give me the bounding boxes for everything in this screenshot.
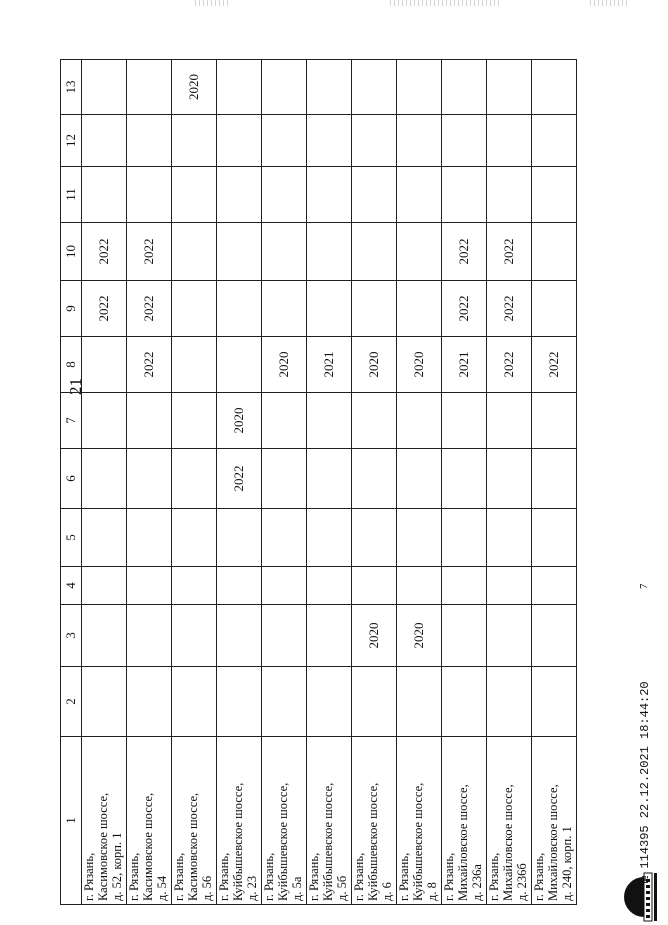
table-row: [127, 60, 172, 905]
column-header: 10: [61, 223, 82, 281]
year-cell: [127, 449, 172, 509]
year-cell: [352, 167, 397, 223]
address-line: г. Рязань,: [127, 852, 141, 901]
year-cell: [307, 667, 352, 737]
column-header: 5: [61, 509, 82, 567]
year-cell: 2022: [487, 337, 532, 393]
year-cell: 2022: [442, 281, 487, 337]
column-header: 11: [61, 167, 82, 223]
year-cell: [127, 115, 172, 167]
year-cell: [307, 567, 352, 605]
address-line: г. Рязань,: [487, 852, 501, 901]
year-cell: [307, 167, 352, 223]
year-cell: [82, 605, 127, 667]
year-cell: [262, 667, 307, 737]
year-cell: 2020: [397, 337, 442, 393]
data-table: [60, 59, 577, 905]
year-cell: [487, 115, 532, 167]
year-cell: [82, 393, 127, 449]
year-cell: [442, 60, 487, 115]
year-cell: [127, 567, 172, 605]
year-cell: [172, 281, 217, 337]
year-cell: [442, 667, 487, 737]
year-cell: 2020: [352, 337, 397, 393]
year-cell: [127, 509, 172, 567]
year-cell: 2021: [307, 337, 352, 393]
address-line: г. Рязань,: [217, 852, 231, 901]
year-cell: [352, 393, 397, 449]
year-cell: [172, 509, 217, 567]
year-cell: [397, 223, 442, 281]
address-line: Михайловское шоссе,: [501, 784, 515, 901]
year-cell: [82, 449, 127, 509]
year-cell: [127, 667, 172, 737]
year-cell: [172, 567, 217, 605]
year-cell: [217, 223, 262, 281]
address-cell: [217, 737, 262, 905]
address-line: Куйбышевское шоссе,: [276, 782, 290, 901]
table-row: [397, 60, 442, 905]
year-cell: [352, 281, 397, 337]
scan-noise: [590, 0, 630, 6]
address-line: г. Рязань,: [397, 852, 411, 901]
year-cell: [442, 567, 487, 605]
address-cell: [172, 737, 217, 905]
address-line: Куйбышевское шоссе,: [231, 782, 245, 901]
registration-stamp: № 114395 22.12.2021 18:44:20: [638, 681, 652, 883]
address-line: д. 240, корп. 1: [560, 826, 574, 901]
year-cell: [487, 567, 532, 605]
year-cell: [532, 281, 577, 337]
year-cell: [262, 167, 307, 223]
address-line: г. Рязань,: [352, 852, 366, 901]
table-body: [82, 60, 577, 905]
year-cell: [217, 115, 262, 167]
year-cell: [397, 281, 442, 337]
year-cell: [262, 393, 307, 449]
table-row: [442, 60, 487, 905]
table-row: [352, 60, 397, 905]
rotated-page: [60, 60, 652, 905]
column-header: 7: [61, 393, 82, 449]
year-cell: [262, 509, 307, 567]
year-cell: [172, 393, 217, 449]
year-cell: [262, 223, 307, 281]
table-row: [82, 60, 127, 905]
year-cell: [217, 667, 262, 737]
year-cell: [442, 509, 487, 567]
year-cell: [487, 167, 532, 223]
table-row: [262, 60, 307, 905]
year-cell: [217, 60, 262, 115]
handwritten-mark: 7: [638, 583, 650, 589]
year-cell: [352, 223, 397, 281]
address-line: д. 8: [425, 882, 439, 901]
address-line: Куйбышевское шоссе,: [411, 782, 425, 901]
year-cell: [487, 393, 532, 449]
address-line: д. 236б: [515, 863, 529, 901]
year-cell: [532, 605, 577, 667]
year-cell: 2020: [172, 60, 217, 115]
year-cell: 2022: [127, 223, 172, 281]
column-header: 12: [61, 115, 82, 167]
address-line: д. 5а: [290, 876, 304, 901]
year-cell: [532, 567, 577, 605]
year-cell: [307, 281, 352, 337]
column-header: 9: [61, 281, 82, 337]
year-cell: [532, 115, 577, 167]
year-cell: [487, 667, 532, 737]
address-cell: [352, 737, 397, 905]
year-cell: [442, 167, 487, 223]
year-cell: [532, 60, 577, 115]
column-header: 3: [61, 605, 82, 667]
column-header: 4: [61, 567, 82, 605]
scan-noise: [390, 0, 500, 6]
address-cell: [127, 737, 172, 905]
year-cell: [487, 509, 532, 567]
year-cell: [532, 223, 577, 281]
scan-noise: [195, 0, 230, 6]
year-cell: [352, 509, 397, 567]
year-cell: [262, 60, 307, 115]
address-cell: [307, 737, 352, 905]
year-cell: 2020: [217, 393, 262, 449]
year-cell: 2022: [487, 223, 532, 281]
year-cell: [127, 60, 172, 115]
address-cell: [532, 737, 577, 905]
year-cell: 2022: [127, 281, 172, 337]
address-line: г. Рязань,: [532, 852, 546, 901]
year-cell: [397, 115, 442, 167]
column-header: 6: [61, 449, 82, 509]
year-cell: [307, 115, 352, 167]
year-cell: [172, 167, 217, 223]
year-cell: [532, 167, 577, 223]
year-cell: [487, 449, 532, 509]
address-line: г. Рязань,: [442, 852, 456, 901]
footer: [608, 60, 668, 905]
address-line: д. 54: [155, 875, 169, 901]
year-cell: [127, 605, 172, 667]
address-line: Куйбышевское шоссе,: [321, 782, 335, 901]
year-cell: [172, 605, 217, 667]
year-cell: [217, 337, 262, 393]
year-cell: [262, 449, 307, 509]
year-cell: [307, 605, 352, 667]
year-cell: 2022: [82, 281, 127, 337]
year-cell: [352, 60, 397, 115]
address-line: Касимовское шоссе,: [186, 792, 200, 901]
address-line: д. 52, корп. 1: [110, 832, 124, 901]
year-cell: 2020: [262, 337, 307, 393]
year-cell: [532, 509, 577, 567]
year-cell: [307, 449, 352, 509]
year-cell: [352, 567, 397, 605]
header-row: [61, 60, 82, 905]
year-cell: [307, 509, 352, 567]
column-header: 2: [61, 667, 82, 737]
column-header: 8: [61, 337, 82, 393]
registry-logo: [614, 869, 660, 925]
table-row: [487, 60, 532, 905]
year-cell: [397, 567, 442, 605]
year-cell: [82, 509, 127, 567]
year-cell: [307, 393, 352, 449]
year-cell: 2022: [127, 337, 172, 393]
year-cell: [82, 60, 127, 115]
year-cell: [82, 115, 127, 167]
year-cell: 2020: [352, 605, 397, 667]
year-cell: [307, 60, 352, 115]
year-cell: [352, 449, 397, 509]
address-cell: [262, 737, 307, 905]
address-line: д. 23: [245, 875, 259, 901]
year-cell: [397, 393, 442, 449]
column-header: 13: [61, 60, 82, 115]
year-cell: 2020: [397, 605, 442, 667]
year-cell: [397, 449, 442, 509]
year-cell: [352, 667, 397, 737]
year-cell: [172, 449, 217, 509]
address-cell: [397, 737, 442, 905]
address-line: г. Рязань,: [172, 852, 186, 901]
year-cell: [487, 605, 532, 667]
address-line: г. Рязань,: [307, 852, 321, 901]
year-cell: [262, 567, 307, 605]
year-cell: 2022: [487, 281, 532, 337]
year-cell: [487, 60, 532, 115]
year-cell: [127, 393, 172, 449]
year-cell: 2022: [217, 449, 262, 509]
year-cell: [442, 115, 487, 167]
address-line: Куйбышевское шоссе,: [366, 782, 380, 901]
table-row: [217, 60, 262, 905]
year-cell: [397, 667, 442, 737]
year-cell: [352, 115, 397, 167]
year-cell: [532, 393, 577, 449]
year-cell: 2022: [442, 223, 487, 281]
year-cell: [217, 567, 262, 605]
table-row: [307, 60, 352, 905]
year-cell: [172, 337, 217, 393]
year-cell: [172, 115, 217, 167]
year-cell: [82, 167, 127, 223]
year-cell: [172, 667, 217, 737]
year-cell: [397, 167, 442, 223]
year-cell: [217, 281, 262, 337]
year-cell: [532, 667, 577, 737]
year-cell: [442, 393, 487, 449]
address-line: д. 6: [380, 882, 394, 901]
table-row: [532, 60, 577, 905]
address-line: д. 5б: [335, 875, 349, 901]
address-line: д. 236а: [470, 864, 484, 901]
address-line: Касимовское шоссе,: [141, 792, 155, 901]
year-cell: 2022: [82, 223, 127, 281]
year-cell: [172, 223, 217, 281]
address-cell: [487, 737, 532, 905]
year-cell: [217, 167, 262, 223]
year-cell: [82, 567, 127, 605]
year-cell: [262, 115, 307, 167]
address-line: Касимовское шоссе,: [96, 792, 110, 901]
year-cell: [127, 167, 172, 223]
year-cell: [532, 449, 577, 509]
year-cell: [307, 223, 352, 281]
year-cell: [217, 509, 262, 567]
year-cell: [82, 337, 127, 393]
year-cell: [262, 605, 307, 667]
year-cell: [397, 509, 442, 567]
year-cell: [442, 449, 487, 509]
year-cell: [442, 605, 487, 667]
table-row: [172, 60, 217, 905]
page-number: 21: [66, 378, 85, 395]
address-line: д. 56: [200, 875, 214, 901]
address-line: Михайловское шоссе,: [456, 784, 470, 901]
address-line: г. Рязань,: [82, 852, 96, 901]
year-cell: [397, 60, 442, 115]
address-line: г. Рязань,: [262, 852, 276, 901]
year-cell: [82, 667, 127, 737]
year-cell: [217, 605, 262, 667]
address-line: Михайловское шоссе,: [546, 784, 560, 901]
year-cell: 2022: [532, 337, 577, 393]
address-cell: [442, 737, 487, 905]
address-cell: [82, 737, 127, 905]
year-cell: [262, 281, 307, 337]
column-header: 1: [61, 737, 82, 905]
year-cell: 2021: [442, 337, 487, 393]
